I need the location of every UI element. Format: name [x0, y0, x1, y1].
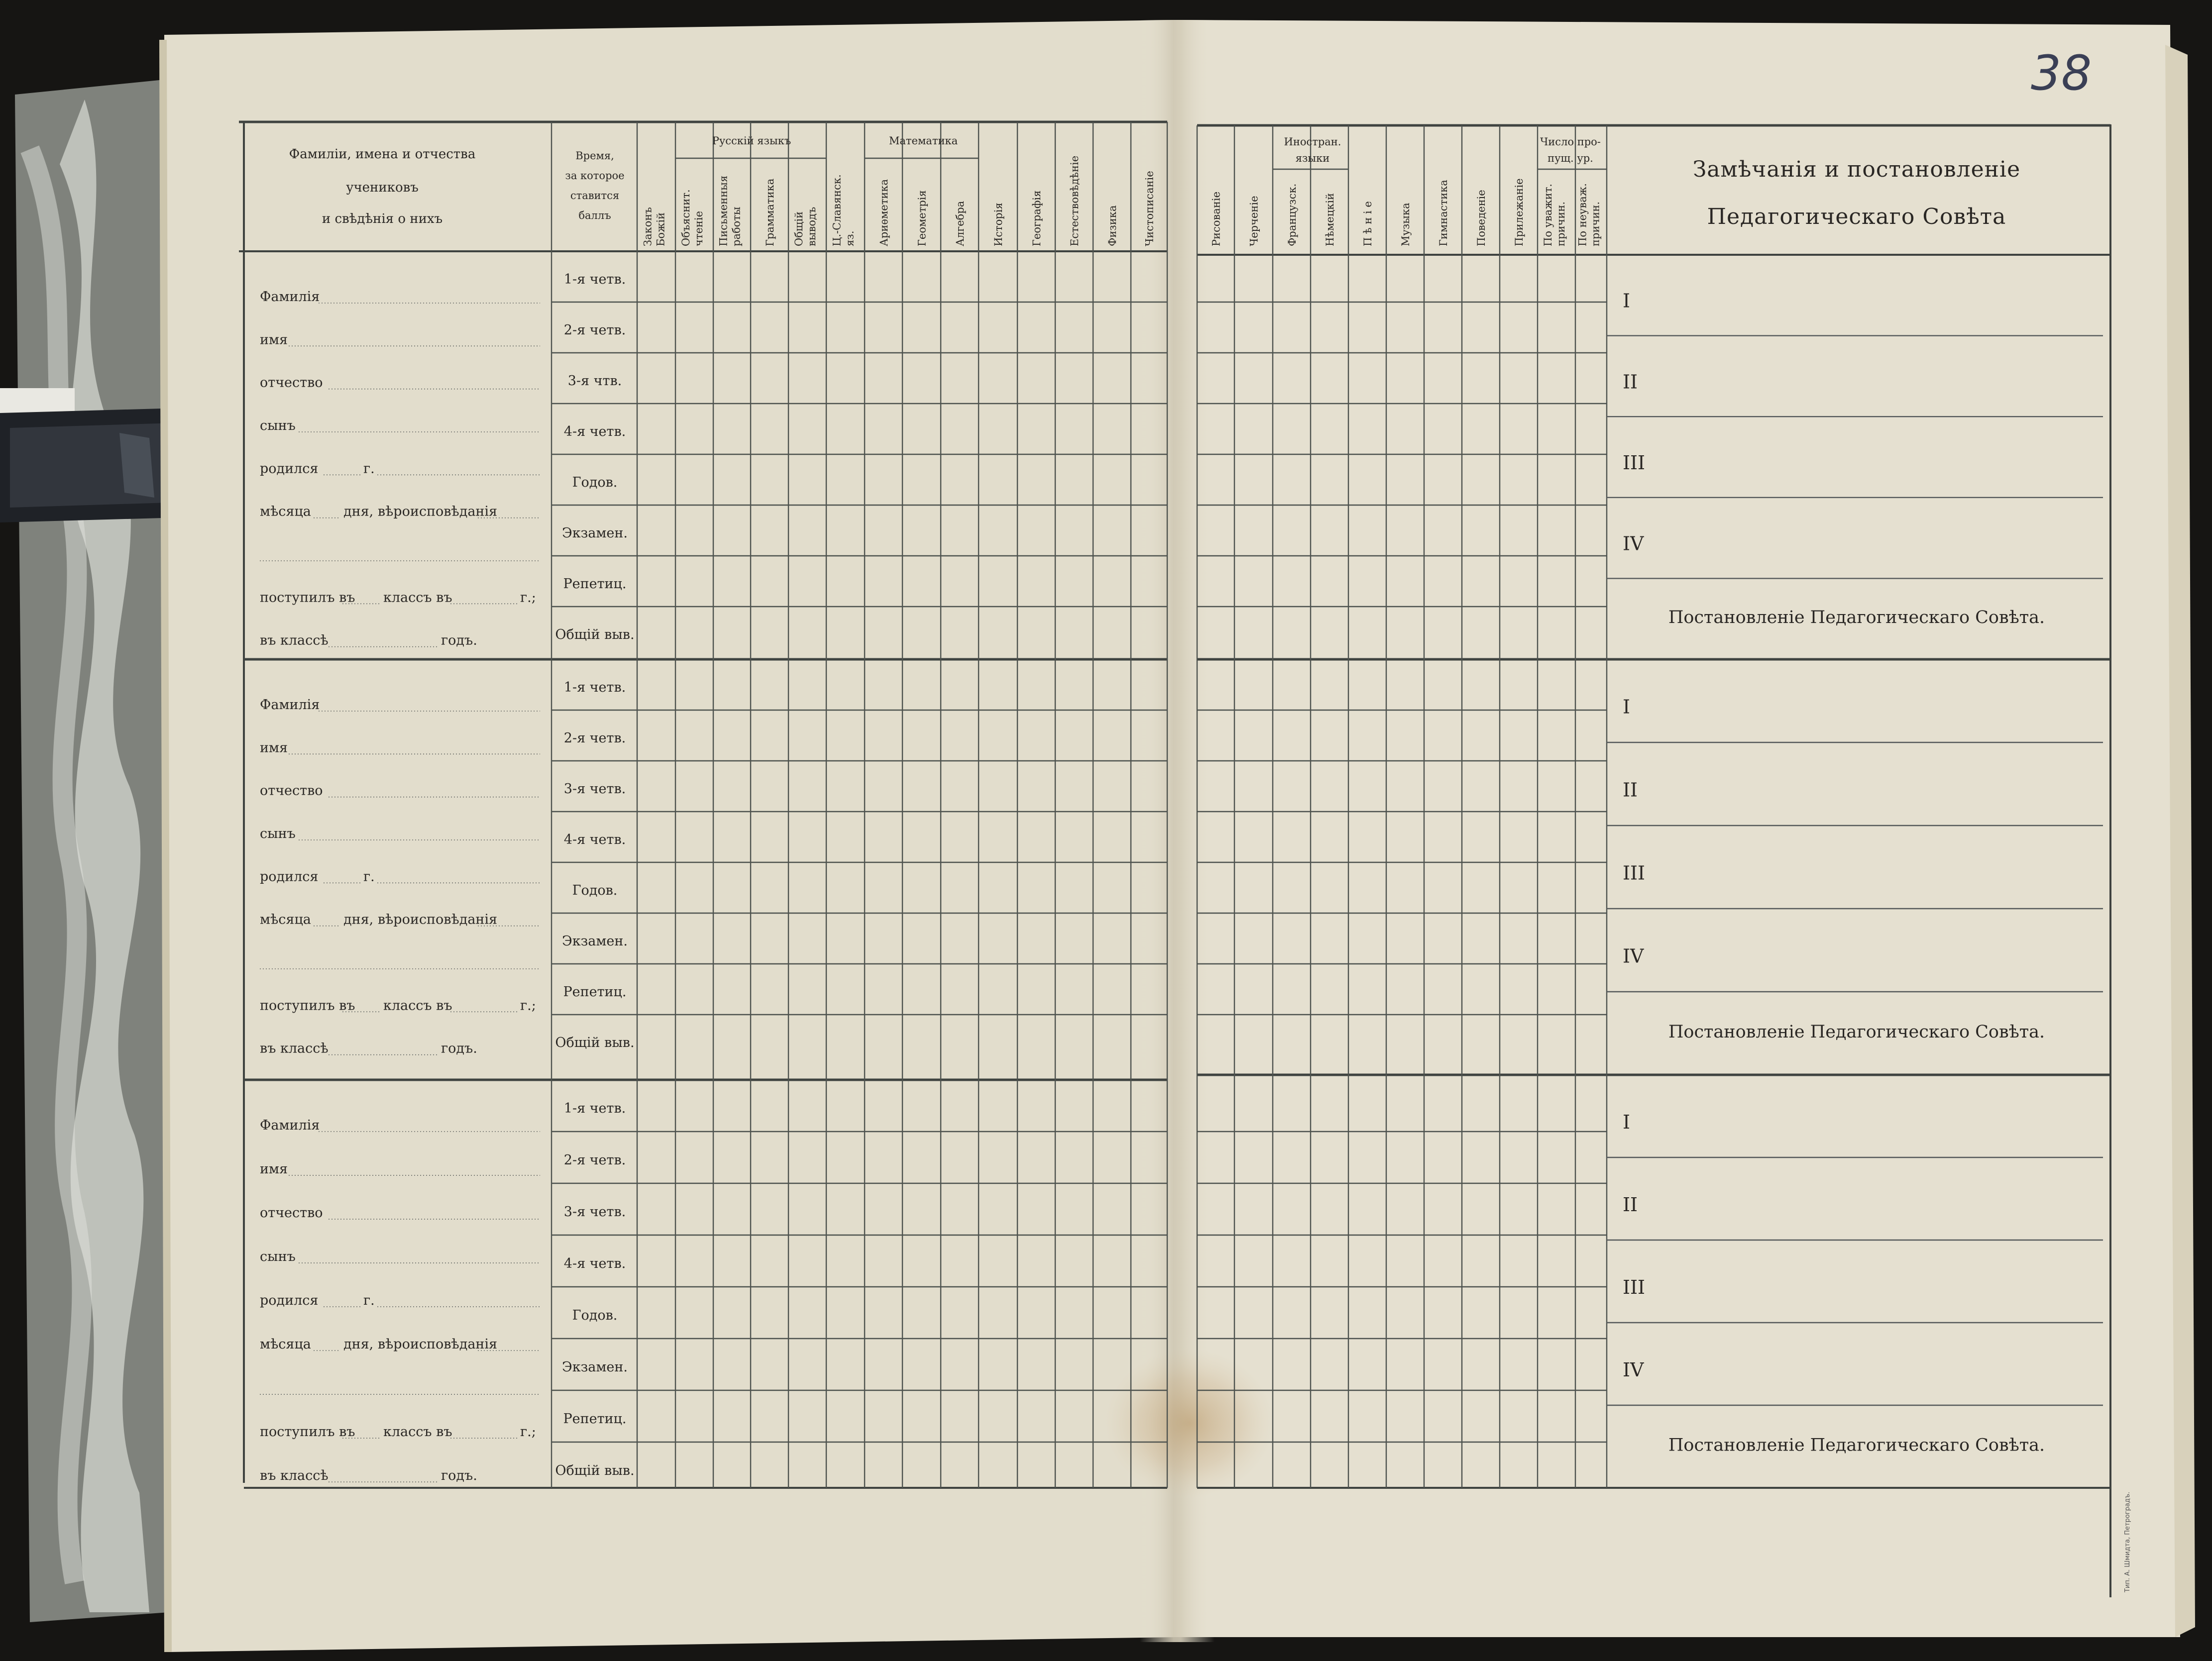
student-field-label: сынъ: [260, 1249, 296, 1265]
period-label: Репетиц.: [563, 984, 627, 1000]
time-heading-line1: Время,: [575, 150, 614, 162]
remarks-heading-line1: Замѣчанія и постановленіе: [1692, 157, 2021, 182]
student-field-label: дня, вѣроисповѣданія: [343, 912, 498, 928]
period-label: 1-я четв.: [563, 1101, 626, 1117]
student-field-label: классъ въ: [383, 590, 452, 606]
time-heading-line2: за которое: [565, 170, 625, 182]
period-label: Экзамен.: [562, 525, 628, 541]
quarter-numeral: I: [1623, 696, 1631, 718]
group-russian: Русскій языкъ: [712, 135, 791, 147]
student-field-label: мѣсяца: [260, 912, 311, 928]
student-field-label: г.: [363, 1293, 375, 1309]
quarter-numeral: II: [1623, 371, 1638, 393]
left-subject-0-line2: Божій: [655, 212, 667, 246]
quarter-numeral: II: [1623, 1193, 1638, 1216]
names-heading-line3: и свѣдѣнія о нихъ: [322, 211, 443, 226]
student-field-label: сынъ: [260, 417, 296, 433]
left-subject-4-line2: выводъ: [806, 207, 818, 246]
period-label: Общій выв.: [555, 1035, 635, 1051]
student-field-label: Фамилія: [260, 1118, 320, 1133]
page-right: [1177, 20, 2195, 1637]
left-subject-2-line2: работы: [730, 207, 743, 246]
period-label: Репетиц.: [563, 1411, 627, 1427]
student-field-label: мѣсяца: [260, 504, 311, 519]
left-subject-9: Исторія: [993, 203, 1004, 246]
quarter-numeral: IV: [1623, 1358, 1644, 1381]
left-subject-5-line1: Ц.-Славянск.: [831, 174, 843, 246]
quarter-numeral: I: [1623, 1111, 1631, 1133]
period-label: Репетиц.: [563, 576, 627, 592]
student-field-label: отчество: [260, 1205, 323, 1221]
student-field-label: имя: [260, 332, 288, 348]
right-subject-9-line1: По уважит.: [1542, 184, 1554, 246]
page-number: 38: [2031, 45, 2092, 101]
period-label: 2-я четв.: [563, 730, 626, 746]
student-field-label: родился: [260, 1293, 319, 1309]
period-label: Годов.: [572, 883, 618, 899]
right-subject-10-line1: По неуваж.: [1576, 183, 1589, 246]
left-subject-0-line1: Законъ: [642, 207, 654, 246]
student-field-label: отчество: [260, 375, 323, 391]
period-label: 2-я четв.: [563, 322, 626, 338]
left-subject-6: Ариѳметика: [878, 179, 890, 246]
quarter-numeral: III: [1623, 451, 1646, 474]
student-field-label: въ классѣ: [260, 632, 329, 648]
student-field-label: поступилъ въ: [260, 1424, 355, 1440]
quarter-numeral: IV: [1623, 532, 1644, 555]
left-subject-13: Чистописаніе: [1143, 171, 1156, 246]
right-subject-7: Поведеніе: [1475, 190, 1487, 246]
group-absences-line1: Число про-: [1540, 136, 1601, 148]
student-field-label: поступилъ въ: [260, 590, 355, 606]
student-field-label: годъ.: [441, 1468, 477, 1484]
council-decision-label: Постановленіе Педагогическаго Совѣта.: [1668, 1435, 2045, 1455]
right-subject-0: Рисованіе: [1210, 191, 1222, 246]
page-left: [159, 20, 1177, 1652]
quarter-numeral: II: [1623, 779, 1638, 801]
period-label: 4-я четв.: [563, 1256, 626, 1272]
right-subject-5: Музыка: [1400, 203, 1412, 246]
student-field-label: г.: [363, 461, 375, 477]
student-field-label: родился: [260, 461, 319, 477]
student-field-label: поступилъ въ: [260, 998, 355, 1014]
group-absences-line2: пущ. ур.: [1548, 152, 1593, 164]
student-field-label: имя: [260, 740, 288, 756]
student-field-label: дня, вѣроисповѣданія: [343, 1337, 498, 1352]
right-subject-8: Прилежаніе: [1513, 178, 1525, 246]
student-field-label: г.;: [520, 998, 536, 1014]
group-math: Математика: [888, 135, 958, 147]
student-field-label: въ классѣ: [260, 1040, 329, 1056]
period-label: Общій выв.: [555, 1463, 635, 1479]
period-label: 2-я четв.: [563, 1152, 626, 1168]
student-field-label: дня, вѣроисповѣданія: [343, 504, 498, 519]
student-field-label: Фамилія: [260, 697, 320, 713]
names-heading-line1: Фамиліи, имена и отчества: [289, 147, 476, 162]
student-field-label: мѣсяца: [260, 1337, 311, 1352]
period-label: 3-я чтв.: [567, 373, 622, 389]
quarter-numeral: IV: [1623, 945, 1644, 967]
student-field-label: годъ.: [441, 632, 477, 648]
student-field-label: родился: [260, 869, 319, 885]
left-subject-1-line1: Объяснит.: [680, 189, 692, 246]
left-subject-5-line2: яз.: [844, 230, 856, 246]
period-label: 1-я четв.: [563, 272, 626, 288]
left-subject-4-line1: Общій: [793, 211, 805, 246]
quarter-numeral: III: [1623, 862, 1646, 884]
period-label: 1-я четв.: [563, 680, 626, 696]
right-subject-4: П ѣ н і е: [1362, 201, 1374, 246]
remarks-heading-line2: Педагогическаго Совѣта: [1707, 204, 2006, 229]
quarter-numeral: I: [1623, 290, 1631, 312]
group-languages-line1: Иностран.: [1284, 136, 1341, 148]
left-subject-7: Геометрія: [916, 190, 928, 246]
student-field-label: г.: [363, 869, 375, 885]
right-subject-3: Нѣмецкій: [1324, 193, 1336, 246]
left-subject-8: Алгебра: [954, 201, 966, 246]
period-label: Годов.: [572, 1308, 618, 1324]
student-field-label: классъ въ: [383, 1424, 452, 1440]
left-subject-10: Географія: [1031, 190, 1043, 246]
quarter-numeral: III: [1623, 1276, 1646, 1298]
right-subject-1: Черченіе: [1248, 196, 1260, 246]
right-subject-9-line2: причин.: [1555, 202, 1567, 246]
period-label: Экзамен.: [562, 1359, 628, 1375]
period-label: 4-я четв.: [563, 424, 626, 440]
period-label: 3-я четв.: [563, 1204, 626, 1220]
left-subject-3: Грамматика: [764, 178, 776, 246]
student-field-label: классъ въ: [383, 998, 452, 1014]
left-subject-12: Физика: [1106, 205, 1118, 246]
left-subject-2-line1: Письменныя: [717, 175, 730, 246]
time-heading-line3: ставится: [570, 190, 620, 202]
right-subject-6: Гимнастика: [1438, 180, 1449, 246]
student-field-label: отчество: [260, 783, 323, 799]
printer-mark: Тип. А. Шмидта, Петроградъ.: [2124, 1491, 2131, 1592]
student-field-label: Фамилія: [260, 289, 320, 305]
student-field-label: г.;: [520, 590, 536, 606]
right-subject-2: Французск.: [1286, 183, 1298, 246]
student-field-label: въ классѣ: [260, 1468, 329, 1484]
council-decision-label: Постановленіе Педагогическаго Совѣта.: [1668, 1022, 2045, 1042]
left-subject-1-line2: чтеніе: [693, 210, 705, 246]
names-heading-line2: учениковъ: [346, 180, 419, 195]
council-decision-label: Постановленіе Педагогическаго Совѣта.: [1668, 607, 2045, 627]
period-label: Годов.: [572, 475, 618, 491]
left-subject-11: Естествовѣдѣніе: [1069, 155, 1081, 246]
group-languages-line2: языки: [1295, 152, 1330, 164]
period-label: Общій выв.: [555, 627, 635, 643]
right-subject-10-line2: причин.: [1589, 202, 1602, 246]
period-label: Экзамен.: [562, 934, 628, 949]
period-label: 4-я четв.: [563, 832, 626, 848]
period-label: 3-я четв.: [563, 781, 626, 797]
student-field-label: имя: [260, 1161, 288, 1177]
student-field-label: г.;: [520, 1424, 536, 1440]
time-heading-line4: баллъ: [578, 209, 611, 221]
student-field-label: сынъ: [260, 826, 296, 841]
student-field-label: годъ.: [441, 1040, 477, 1056]
